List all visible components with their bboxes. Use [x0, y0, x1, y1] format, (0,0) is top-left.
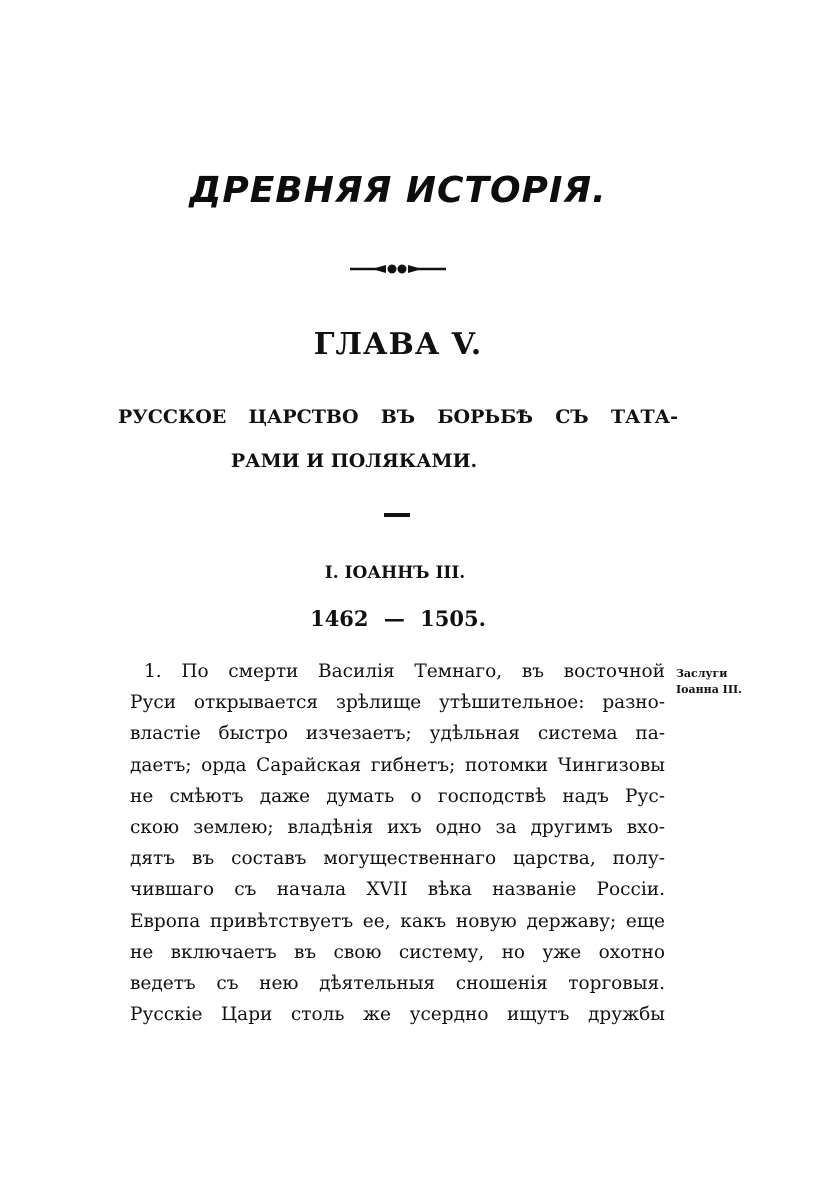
section-heading: I. ІОАННЪ III.	[324, 563, 466, 583]
text-line: Руси открывается зрѣлище утѣшительное: разно-	[130, 692, 665, 714]
page-title: ДРЕВНЯЯ ИСТОРІЯ.	[189, 170, 607, 211]
text-line: дятъ въ составъ могущественнаго царства, полу-	[130, 848, 665, 870]
chapter-subtitle-line-1: РУССКОЕ ЦАРСТВО ВЪ БОРЬБѢ СЪ ТАТА-	[118, 406, 678, 428]
text-line: не смѣютъ даже думать о господствѣ надъ Рус-	[130, 785, 665, 807]
text-line: властіе быстро изчезаетъ; удѣльная система па-	[130, 723, 665, 745]
body-paragraph	[130, 656, 665, 1030]
section-years: 1462 — 1505.	[310, 606, 486, 631]
chapter-subtitle	[118, 395, 678, 483]
text-line: ведетъ съ нею дѣятельныя сношенія торговыя.	[130, 973, 665, 995]
text-line: 1. По смерти Василія Темнаго, въ восточной	[144, 661, 665, 682]
text-line: даетъ; орда Сарайская гибнетъ; потомки Чингизовы	[130, 754, 665, 776]
text-line: скою землею; владѣнія ихъ одно за другимъ вхо-	[130, 817, 665, 839]
chapter-subtitle-line-2: РАМИ И ПОЛЯКАМИ.	[230, 450, 478, 472]
section-divider	[384, 513, 410, 517]
text-line: Европа привѣтствуетъ ее, какъ новую державу; еще	[130, 910, 665, 932]
text-line: Русскіе Цари столь же усердно ищутъ дружбы	[130, 1004, 665, 1026]
margin-note-line-2: Іоанна III.	[676, 683, 742, 696]
chapter-heading: ГЛАВА V.	[313, 327, 483, 362]
text-line: чившаго съ начала XVII вѣка названіе Россіи.	[130, 879, 665, 901]
margin-note-line-1: Заслуги	[676, 667, 728, 680]
margin-note	[676, 666, 756, 698]
ornamental-divider-icon	[350, 262, 446, 276]
text-line: не включаетъ въ свою систему, но уже охотно	[130, 941, 665, 963]
